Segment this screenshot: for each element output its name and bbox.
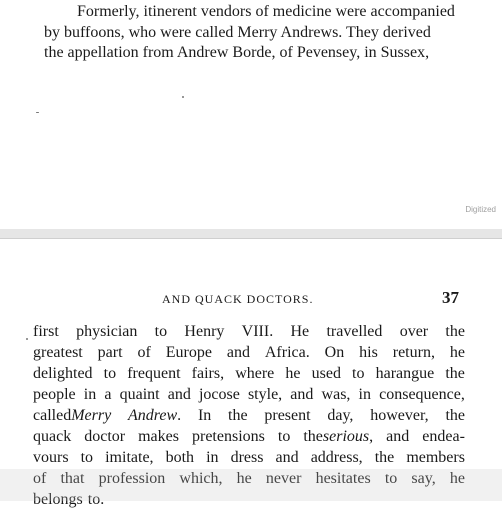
body-paragraph xyxy=(33,321,465,510)
text-line: first physician to Henry VIII. He travelled over the xyxy=(33,323,465,340)
ink-speck xyxy=(182,96,184,98)
text-line: of that profession which, he never hesitates to say, he xyxy=(33,470,465,487)
page-separator xyxy=(0,229,502,239)
page-number: 37 xyxy=(442,288,459,307)
ink-speck xyxy=(26,338,28,340)
text-line: calledMerry Andrew. In the present day, however, the xyxy=(33,407,465,424)
text-line: by buffoons, who were called Merry Andrews. They derived xyxy=(44,24,431,41)
text-line: quack doctor makes pretensions to theserious, and endea- xyxy=(33,428,465,445)
text-line: people in a quaint and jocose style, and was, in consequence, xyxy=(33,386,465,403)
digitized-watermark: Digitized xyxy=(465,205,496,214)
text-line: belongs to. xyxy=(33,491,105,508)
text-line: delighted to frequent fairs, where he used to harangue the xyxy=(33,365,465,382)
ink-speck xyxy=(36,112,39,113)
text-line: Formerly, itinerent vendors of medicine were accompanied xyxy=(77,3,455,20)
running-head: AND QUACK DOCTORS. xyxy=(162,292,314,306)
previous-page xyxy=(0,0,502,230)
text-line: greatest part of Europe and Africa. On his return, he xyxy=(33,344,465,361)
text-line: vours to imitate, both in dress and address, the members xyxy=(33,449,465,466)
current-page xyxy=(0,239,502,508)
text-line: the appellation from Andrew Borde, of Pevensey, in Sussex, xyxy=(44,44,430,61)
